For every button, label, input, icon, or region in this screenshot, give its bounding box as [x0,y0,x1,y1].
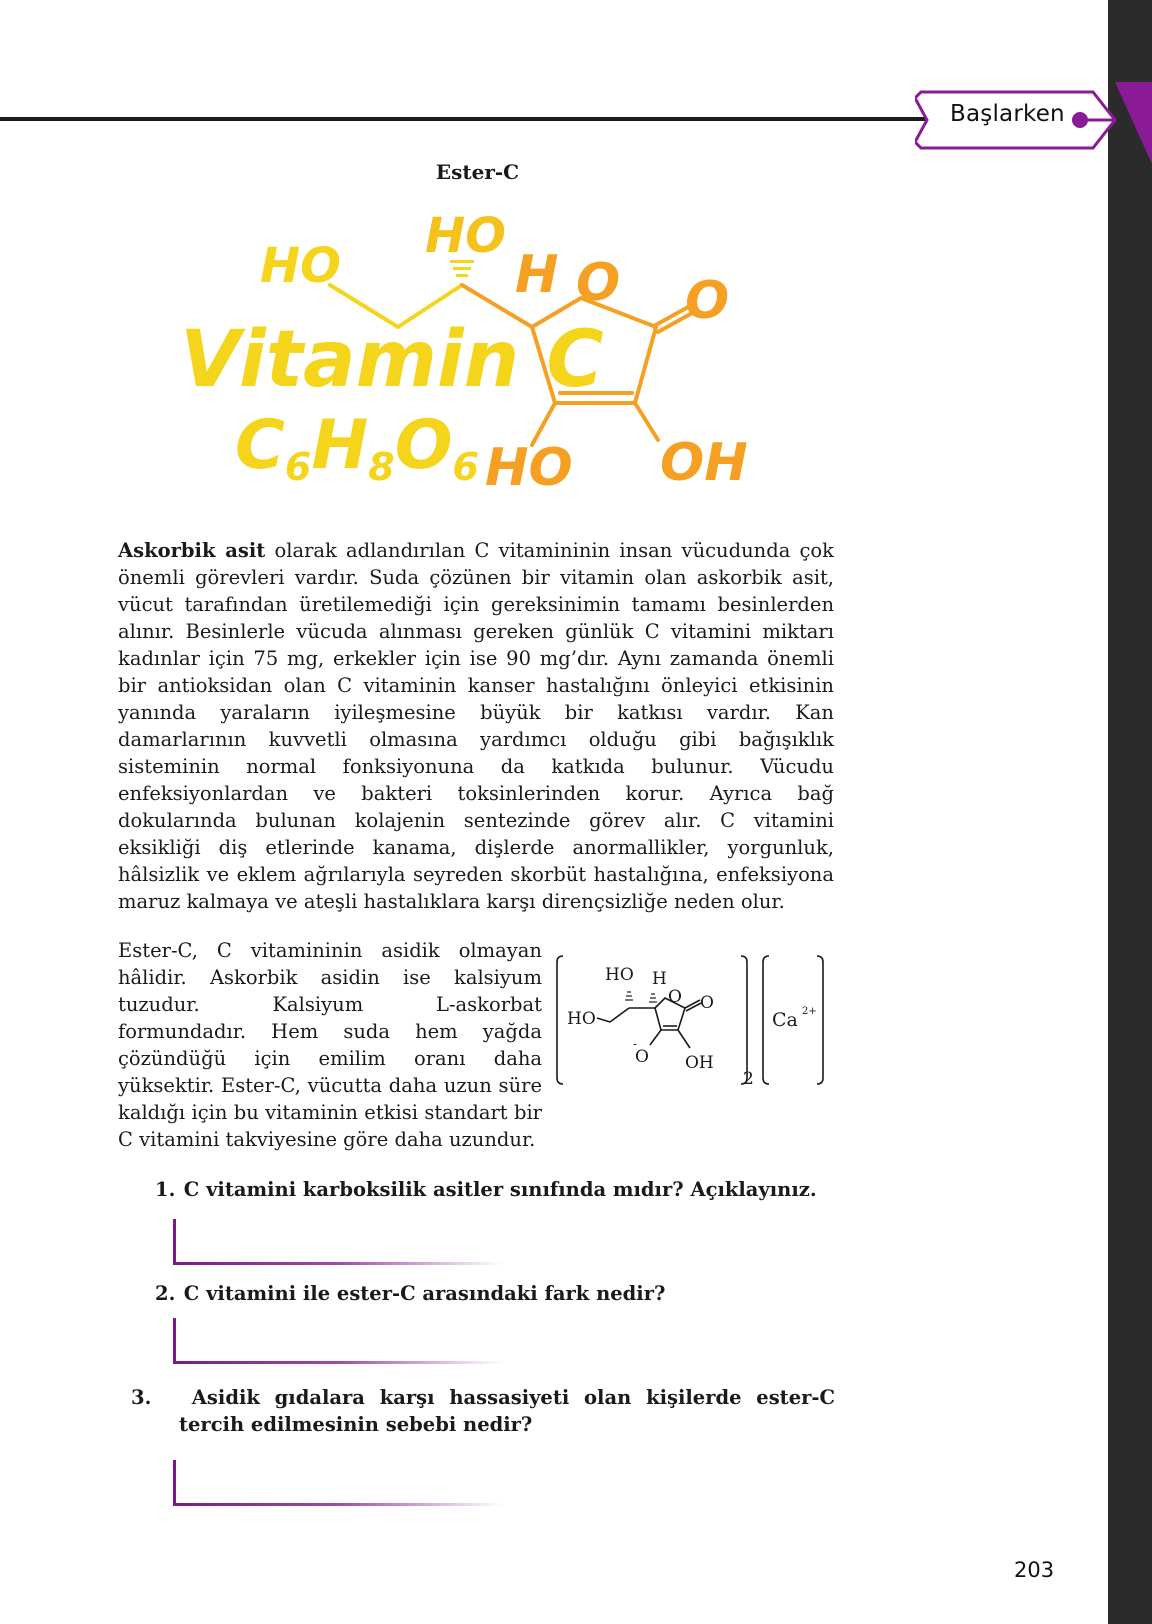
struct-minus-sign: - [633,1037,638,1051]
vitamin-c-illustration [180,200,760,510]
hero-ho-left: HO [260,238,341,294]
hero-oh-bottom: OH [660,433,748,493]
struct-h-top: H [652,969,667,989]
struct-ca-charge: 2+ [802,1006,817,1017]
bracket-right [741,956,747,1084]
hero-o-carbonyl: O [685,271,730,331]
answer-area-1[interactable] [173,1219,503,1265]
struct-ho-left: HO [567,1009,596,1029]
ca-bracket-left [763,956,769,1084]
answer-area-3[interactable] [173,1460,503,1506]
struct-ca: Ca [772,1009,798,1031]
struct-ho-top: HO [605,965,634,985]
tab-bullet-icon [1072,112,1088,128]
hero-h-ring: H [515,245,559,305]
hero-formula: C6H8O6 [235,406,479,489]
header-rule [0,117,935,121]
hero-title: Vitamin C [180,315,604,405]
intro-text: olarak adlandırılan C vitamininin insan vücudunda çok önemli görevleri vardır. Suda çözünen bir vitamin olan askorbik asit, vücut tarafından üretilemediği için gereksinimin tamamı besinlerden alınır. Besinlerle vücuda alınması gereken günlük C vitamini miktarı kadınlar için 75 mg, erkekler için ise 90 mg’dır. Aynı zamanda önemli bir antioksidan olan C vitaminin kanser hastalığını önleyici etkisinin yanında yaraların iyileşmesine büyük bir katkısı vardır. Kan damarlarının kuvvetli olmasına yardımcı olduğu gibi bağışıklık sisteminin normal fonksiyonuna da katkıda bulunur. Vücudu enfeksiyonlardan ve bakteri toksinlerinden korur. Ayrıca bağ dokularında bulunan kolajenin sentezinde görev alır. C vitamini eksikliği diş etlerinde kanama, dişlerde anormallikler, yorgunluk, hâlsizlik ve eklem ağrılarıyla seyreden skorbüt hastalığına, enfeksiyona maruz kalmaya ve ateşli hastalıklara karşı dirençsizliğe neden olur. [118,539,834,913]
hash-bonds [625,992,657,1002]
page-number: 203 [1014,1558,1055,1582]
question-3: 3. Asidik gıdalara karşı hassasiyeti olan kişilerde ester-C tercih edilmesinin sebebi nedir? [131,1386,835,1436]
section-tab-label: Başlarken [950,101,1065,127]
hero-ho-top: HO [425,208,506,264]
struct-subscript: 2 [743,1069,754,1089]
right-margin-bar [1108,0,1152,1624]
answer-area-2[interactable] [173,1318,503,1364]
hero-ho-bottom: HO [485,438,573,498]
question-1: 1. C vitamini karboksilik asitler sınıfında mıdır? Açıklayınız. [155,1178,817,1201]
intro-lead: Askorbik asit [118,539,266,562]
calcium-ascorbate-structure [555,950,825,1110]
struct-o-carbonyl: O [700,993,714,1013]
hero-o-ring: O [576,253,621,313]
struct-o-minus: O [635,1047,649,1067]
page-title: Ester-C [435,160,520,184]
struct-oh: OH [685,1053,714,1073]
ca-bracket-right [817,956,823,1084]
question-2: 2. C vitamini ile ester-C arasındaki fark nedir? [155,1282,666,1305]
bracket-left [557,956,563,1084]
struct-o-ring: O [668,987,682,1007]
ester-c-paragraph: Ester-C, C vitamininin asidik olmayan hâlidir. Askorbik asidin ise kalsiyum tuzudur. Kalsiyum L-askorbat formundadır. Hem suda hem yağda çözündüğü için emilim oranı daha yüksektir. Ester-C, vücutta daha uzun süre kaldığı için bu vitaminin etkisi standart bir C vitamini takviyesine göre daha uzundur. [118,939,542,1151]
intro-paragraph [118,537,834,915]
